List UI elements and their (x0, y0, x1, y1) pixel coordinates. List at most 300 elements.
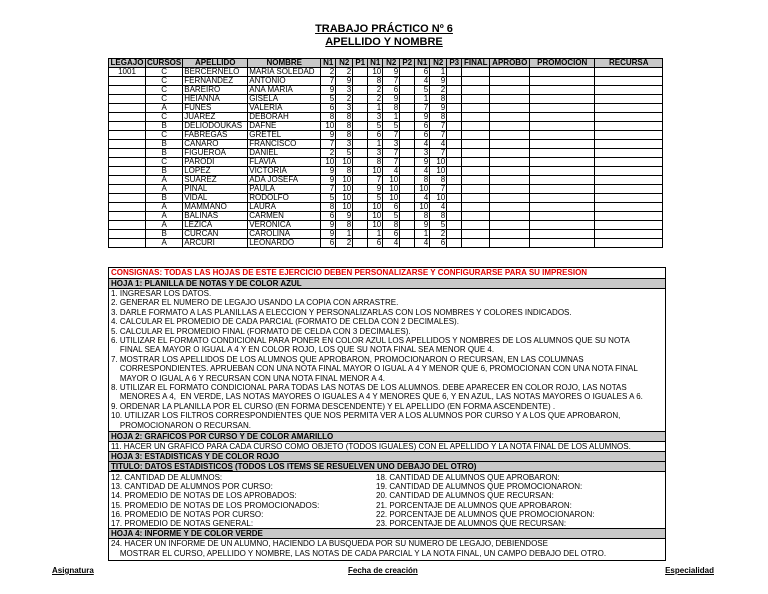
table-cell: 3 (336, 86, 353, 95)
table-cell (462, 167, 490, 176)
column-header: LEGAJO (109, 59, 146, 68)
table-cell (353, 140, 368, 149)
table-row (109, 140, 663, 149)
consignas-text: CONSIGNAS: TODAS LAS HOJAS DE ESTE EJERCICIO DEBEN PERSONALIZARSE Y CONFIGURARSE PARA SU IMPRESION (111, 268, 588, 277)
titulo-rest: (TODOS LOS ITEMS SE RESUELVEN UNO DEBAJO DEL OTRO) (232, 462, 477, 471)
table-cell (462, 176, 490, 185)
table-cell: 4 (415, 140, 430, 149)
table-cell: 4 (415, 77, 430, 86)
table-cell (353, 113, 368, 122)
table-cell: 4 (383, 167, 400, 176)
table-cell: 8 (321, 113, 336, 122)
table-cell (353, 185, 368, 194)
table-cell (490, 176, 530, 185)
table-cell: ADA JOSEFA (248, 176, 321, 185)
table-cell (595, 149, 663, 158)
table-cell: 9 (430, 77, 447, 86)
table-cell (530, 158, 595, 167)
table-cell: FUNES (183, 104, 248, 113)
table-cell: 2 (336, 239, 353, 248)
table-cell (530, 86, 595, 95)
hoja1-item: 5. CALCULAR EL PROMEDIO FINAL (FORMATO DE CELDA CON 3 DECIMALES). (111, 326, 411, 336)
table-cell: 7 (321, 185, 336, 194)
hoja1-item: FINAL SEA MAYOR O IGUAL A 4 Y EN COLOR ROJO, LOS QUE SU NOTA FINAL SEA MENOR QUE 4. (111, 345, 495, 355)
table-cell (530, 149, 595, 158)
table-cell (109, 167, 146, 176)
column-header: P2 (400, 59, 415, 68)
table-cell (400, 176, 415, 185)
stat-item-right: 19. CANTIDAD DE ALUMNOS QUE PROMOCIONARON: (376, 482, 583, 492)
table-cell: 5 (383, 122, 400, 131)
table-cell: C (146, 95, 183, 104)
table-cell: 6 (430, 239, 447, 248)
table-row (109, 212, 663, 221)
hoja1-item: 10. UTILIZAR LOS FILTROS CORRESPONDIENTES QUE NOS PERMITA VER A LOS ALUMNOS POR CURSO Y A LOS QUE APROBARON, (111, 411, 621, 421)
table-row (109, 185, 663, 194)
table-cell: SUAREZ (183, 176, 248, 185)
table-cell: 7 (368, 176, 383, 185)
table-cell: 9 (415, 113, 430, 122)
table-row (109, 95, 663, 104)
table-cell: A (146, 185, 183, 194)
table-cell: C (146, 68, 183, 77)
table-cell: 4 (430, 203, 447, 212)
hoja1-item: MAYOR O IGUAL A 6 Y RECURSAN CON UNA NOTA FINAL MENOR A 4. (111, 373, 385, 383)
hoja1-heading: HOJA 1: PLANILLA DE NOTAS Y DE COLOR AZUL (109, 278, 665, 289)
table-cell: 5 (368, 194, 383, 203)
table-cell (530, 140, 595, 149)
table-cell: 8 (430, 95, 447, 104)
table-cell (353, 86, 368, 95)
table-cell: 10 (336, 203, 353, 212)
table-cell: DAFNE (248, 122, 321, 131)
table-cell (595, 140, 663, 149)
table-cell (109, 194, 146, 203)
instructions-box (108, 267, 666, 561)
table-cell (109, 230, 146, 239)
table-cell (447, 140, 462, 149)
table-cell: 8 (383, 221, 400, 230)
table-cell: B (146, 194, 183, 203)
table-cell (353, 194, 368, 203)
table-cell: 5 (321, 194, 336, 203)
table-cell: 9 (430, 104, 447, 113)
table-cell: DEBORAH (248, 113, 321, 122)
table-cell (462, 185, 490, 194)
table-cell (109, 113, 146, 122)
column-header: P3 (447, 59, 462, 68)
table-cell: 6 (383, 203, 400, 212)
table-cell (530, 95, 595, 104)
table-cell: 1001 (109, 68, 146, 77)
table-cell (490, 104, 530, 113)
table-cell: 10 (336, 176, 353, 185)
table-cell (490, 167, 530, 176)
table-cell (353, 149, 368, 158)
table-cell: 5 (383, 212, 400, 221)
table-cell: JUAREZ (183, 113, 248, 122)
stat-item-left: 12. CANTIDAD DE ALUMNOS: (111, 473, 223, 482)
table-cell: GRETEL (248, 131, 321, 140)
table-cell: A (146, 203, 183, 212)
table-cell (447, 221, 462, 230)
table-cell: 3 (368, 113, 383, 122)
table-cell (400, 221, 415, 230)
table-cell: 10 (336, 158, 353, 167)
table-cell (490, 221, 530, 230)
table-cell: 6 (321, 212, 336, 221)
table-row (109, 203, 663, 212)
table-cell: BAREIRO (183, 86, 248, 95)
table-cell: 10 (368, 203, 383, 212)
table-cell: B (146, 140, 183, 149)
table-cell (447, 167, 462, 176)
table-row (109, 77, 663, 86)
table-cell: 7 (383, 77, 400, 86)
table-cell: 10 (368, 68, 383, 77)
table-cell: 9 (321, 176, 336, 185)
column-header: N1 (415, 59, 430, 68)
table-cell (109, 221, 146, 230)
column-header: N1 (368, 59, 383, 68)
table-cell: C (146, 77, 183, 86)
table-cell (490, 68, 530, 77)
table-cell (595, 113, 663, 122)
table-cell (595, 158, 663, 167)
table-cell: LEONARDO (248, 239, 321, 248)
table-cell: 6 (415, 131, 430, 140)
stat-item-left: 14. PROMEDIO DE NOTAS DE LOS APROBADOS: (111, 491, 297, 501)
table-cell: 2 (430, 230, 447, 239)
table-cell: C (146, 131, 183, 140)
table-cell: 9 (321, 131, 336, 140)
table-cell: C (146, 86, 183, 95)
table-cell (462, 113, 490, 122)
table-cell: 8 (415, 212, 430, 221)
hoja1-item: CORRESPONDIENTES. APRUEBAN CON UNA NOTA FINAL MAYOR O IGUAL A 4 Y MENOR QUE 6, PROMOCIONAN CON UNA NOTA FINAL (111, 364, 638, 374)
table-cell (400, 113, 415, 122)
table-cell: B (146, 230, 183, 239)
table-cell (462, 68, 490, 77)
table-cell: 1 (430, 68, 447, 77)
table-cell: 1 (383, 113, 400, 122)
table-cell: 10 (430, 158, 447, 167)
table-cell: 2 (321, 149, 336, 158)
table-cell: GISELA (248, 95, 321, 104)
table-cell: ARCURI (183, 239, 248, 248)
table-cell: VALERIA (248, 104, 321, 113)
table-cell: CARMEN (248, 212, 321, 221)
table-cell (109, 104, 146, 113)
table-cell: MARIA SOLEDAD (248, 68, 321, 77)
hoja1-item: 7. MOSTRAR LOS APELLIDOS DE LOS ALUMNOS QUE APROBARON, PROMOCIONARON O RECURSAN, EN LAS COLUMNAS (111, 354, 584, 364)
table-cell: 7 (321, 77, 336, 86)
hoja1-item: 6. UTILIZAR EL FORMATO CONDICIONAL PARA PONER EN COLOR AZUL LOS APELLIDOS Y NOMBRES DE LOS ALUMNOS QUE SU NOTA (111, 336, 630, 345)
table-cell (447, 149, 462, 158)
table-cell (400, 149, 415, 158)
stats-row (109, 510, 665, 519)
stat-item-left: 17. PROMEDIO DE NOTAS GENERAL: (111, 519, 254, 528)
table-cell: 8 (336, 131, 353, 140)
table-cell (530, 113, 595, 122)
table-cell: 8 (430, 176, 447, 185)
table-cell: B (146, 167, 183, 176)
table-row (109, 194, 663, 203)
hoja1-item: 4. CALCULAR EL PROMEDIO DE CADA PARCIAL (FORMATO DE CELDA CON 2 DECIMALES). (111, 317, 459, 327)
hoja2-item: 11. HACER UN GRAFICO PARA CADA CURSO COMO OBJETO (TODOS IGUALES) CON EL APELLIDO Y LA NOTA FINAL DE LOS ALUMNOS. (111, 442, 631, 451)
hoja1-item: MENORES A 4, EN VERDE, LAS NOTAS MAYORES O IGUALES A 4 Y MENORES QUE 6, Y EN AZUL, LAS NOTAS MAYORES O IGUALES A 6. (111, 392, 643, 402)
column-header: N1 (321, 59, 336, 68)
table-cell (462, 149, 490, 158)
table-cell: 10 (368, 167, 383, 176)
table-cell (109, 122, 146, 131)
column-header: NOMBRE (248, 59, 321, 68)
table-cell (109, 239, 146, 248)
table-cell: 3 (336, 140, 353, 149)
table-cell: 3 (415, 149, 430, 158)
table-cell (400, 140, 415, 149)
table-cell (447, 185, 462, 194)
table-cell: BALINAS (183, 212, 248, 221)
table-cell (447, 77, 462, 86)
table-row (109, 149, 663, 158)
table-cell (530, 194, 595, 203)
table-cell (462, 77, 490, 86)
table-row (109, 122, 663, 131)
table-cell (400, 68, 415, 77)
table-cell (595, 95, 663, 104)
table-cell: B (146, 149, 183, 158)
table-cell: 10 (336, 185, 353, 194)
table-cell: 2 (336, 68, 353, 77)
stat-item-right: 20. CANTIDAD DE ALUMNOS QUE RECURSAN: (376, 491, 554, 501)
table-cell: 7 (321, 140, 336, 149)
table-cell (595, 221, 663, 230)
table-cell: 10 (368, 221, 383, 230)
table-cell: 8 (368, 158, 383, 167)
table-cell: 1 (415, 230, 430, 239)
table-cell (353, 77, 368, 86)
table-cell: 1 (368, 230, 383, 239)
table-cell (109, 203, 146, 212)
table-cell: 10 (368, 212, 383, 221)
hoja1-item: 9. ORDENAR LA PLANILLA POR EL CURSO (EN FORMA DESCENDENTE) Y EL APELLIDO (EN FORMA ASCENDENTE) . (111, 401, 556, 411)
hoja4-item: MOSTRAR EL CURSO, APELLIDO Y NOMBRE, LAS NOTAS DE CADA PARCIAL Y LA NOTA FINAL, UN CAMPO DEBAJO DEL OTRO. (111, 548, 607, 558)
table-cell: 4 (415, 167, 430, 176)
table-cell: A (146, 104, 183, 113)
table-cell: 2 (430, 86, 447, 95)
table-cell (595, 185, 663, 194)
table-cell: 6 (321, 239, 336, 248)
table-cell: 8 (336, 113, 353, 122)
table-cell: PAULA (248, 185, 321, 194)
stat-item-right: 23. PORCENTAJE DE ALUMNOS QUE RECURSAN: (376, 519, 567, 528)
table-cell: PARODI (183, 158, 248, 167)
table-cell: 8 (430, 113, 447, 122)
table-cell (462, 212, 490, 221)
table-cell (490, 203, 530, 212)
table-cell (595, 68, 663, 77)
table-cell (353, 122, 368, 131)
table-cell (353, 176, 368, 185)
table-cell (462, 203, 490, 212)
table-cell (595, 176, 663, 185)
table-cell: 7 (430, 122, 447, 131)
table-cell: LOPEZ (183, 167, 248, 176)
table-cell (595, 167, 663, 176)
table-cell: VICTORIA (248, 167, 321, 176)
table-cell (462, 122, 490, 131)
table-cell: 6 (383, 86, 400, 95)
table-cell (109, 149, 146, 158)
table-cell (400, 230, 415, 239)
table-cell (353, 230, 368, 239)
table-cell: 3 (336, 104, 353, 113)
table-cell: ANA MARIA (248, 86, 321, 95)
table-cell (530, 167, 595, 176)
hoja2-heading: HOJA 2: GRAFICOS POR CURSO Y DE COLOR AMARILLO (109, 431, 665, 442)
table-cell (490, 86, 530, 95)
table-cell (353, 131, 368, 140)
table-row (109, 221, 663, 230)
table-cell: 2 (336, 95, 353, 104)
table-cell (530, 131, 595, 140)
table-cell (490, 230, 530, 239)
table-cell: 7 (415, 104, 430, 113)
table-cell (400, 203, 415, 212)
table-cell: 6 (321, 104, 336, 113)
titulo-label: TITULO: DATOS ESTADISTICOS (111, 462, 233, 471)
table-row (109, 131, 663, 140)
stats-row (109, 482, 665, 491)
table-cell (530, 104, 595, 113)
table-cell: LAURA (248, 203, 321, 212)
table-cell (109, 95, 146, 104)
document-title: TRABAJO PRÁCTICO Nº 6 (315, 23, 453, 35)
table-cell (490, 194, 530, 203)
table-cell: 10 (383, 176, 400, 185)
table-cell: 9 (321, 86, 336, 95)
table-cell (447, 86, 462, 95)
table-cell: 9 (368, 185, 383, 194)
table-cell: 6 (368, 131, 383, 140)
table-cell: A (146, 176, 183, 185)
table-cell (400, 77, 415, 86)
table-cell (447, 95, 462, 104)
table-cell: FRANCISCO (248, 140, 321, 149)
table-cell: 9 (321, 221, 336, 230)
hoja1-item: 8. UTILIZAR EL FORMATO CONDICIONAL PARA TODAS LAS NOTAS DE LOS ALUMNOS. DEBE APARECER EN COLOR ROJO, LAS NOTAS (111, 383, 627, 392)
table-cell: 8 (336, 221, 353, 230)
table-cell: LEZICA (183, 221, 248, 230)
table-cell (400, 104, 415, 113)
table-cell (462, 158, 490, 167)
table-cell (530, 221, 595, 230)
table-cell: 1 (368, 104, 383, 113)
table-cell: 7 (430, 131, 447, 140)
table-cell: FLAVIA (248, 158, 321, 167)
stat-item-left: 13. CANTIDAD DE ALUMNOS POR CURSO: (111, 482, 273, 492)
table-header-row (109, 59, 663, 68)
table-cell: 2 (368, 86, 383, 95)
table-cell (595, 86, 663, 95)
table-cell: 10 (383, 185, 400, 194)
table-cell (462, 239, 490, 248)
table-cell (400, 167, 415, 176)
table-cell (530, 212, 595, 221)
table-cell: 10 (321, 158, 336, 167)
table-cell (447, 131, 462, 140)
table-cell (595, 239, 663, 248)
table-cell (109, 86, 146, 95)
table-cell (462, 86, 490, 95)
table-cell: ANTONIO (248, 77, 321, 86)
table-cell: 6 (415, 122, 430, 131)
table-cell: RODOLFO (248, 194, 321, 203)
table-row (109, 86, 663, 95)
table-row (109, 113, 663, 122)
table-cell: 1 (336, 230, 353, 239)
table-cell (400, 86, 415, 95)
hoja1-item: 3. DARLE FORMATO A LAS PLANILLAS A ELECCION Y PERSONALIZARLAS CON LOS NOMBRES Y COLORES INDICADOS. (111, 307, 572, 317)
stats-row (109, 491, 665, 500)
table-cell (353, 212, 368, 221)
table-cell (462, 221, 490, 230)
table-cell: B (146, 122, 183, 131)
table-cell: A (146, 239, 183, 248)
table-row (109, 158, 663, 167)
table-cell (353, 203, 368, 212)
column-header: N2 (336, 59, 353, 68)
column-header: N2 (430, 59, 447, 68)
table-cell: VIDAL (183, 194, 248, 203)
table-cell (490, 122, 530, 131)
table-cell: 7 (430, 149, 447, 158)
table-cell (109, 176, 146, 185)
stats-row (109, 501, 665, 510)
table-cell (490, 113, 530, 122)
table-cell: FABREGAS (183, 131, 248, 140)
table-cell (490, 158, 530, 167)
stat-item-right: 21. PORCENTAJE DE ALUMNOS QUE APROBARON: (376, 500, 572, 510)
hoja4-item: 24. HACER UN INFORME DE UN ALUMNO, HACIENDO LA BUSQUEDA POR SU NUMERO DE LEGAJO, DEBIENDOSE (111, 539, 548, 548)
table-cell: 7 (383, 158, 400, 167)
footer-fecha: Fecha de creación (348, 566, 418, 575)
table-cell (530, 77, 595, 86)
table-cell (400, 122, 415, 131)
table-cell (595, 230, 663, 239)
table-cell: 7 (383, 131, 400, 140)
table-cell (353, 221, 368, 230)
stat-item-right: 18. CANTIDAD DE ALUMNOS QUE APROBARON: (376, 473, 560, 482)
table-cell: 3 (383, 140, 400, 149)
table-cell: 8 (383, 104, 400, 113)
table-cell: 8 (336, 167, 353, 176)
table-cell: 8 (336, 122, 353, 131)
table-cell (490, 140, 530, 149)
hoja3-heading: HOJA 3: ESTADISTICAS Y DE COLOR ROJO (109, 451, 665, 462)
table-cell: 9 (336, 212, 353, 221)
hoja1-item: PROMOCIONARON O RECURSAN. (111, 420, 252, 430)
table-cell (447, 176, 462, 185)
table-cell: PINAL (183, 185, 248, 194)
table-cell (353, 167, 368, 176)
column-header: PROMOCION (530, 59, 595, 68)
table-cell: 8 (368, 77, 383, 86)
table-cell: 4 (383, 239, 400, 248)
stat-item-right: 22. PORCENTAJE DE ALUMNOS QUE PROMOCIONARON: (376, 509, 595, 519)
table-cell (490, 95, 530, 104)
